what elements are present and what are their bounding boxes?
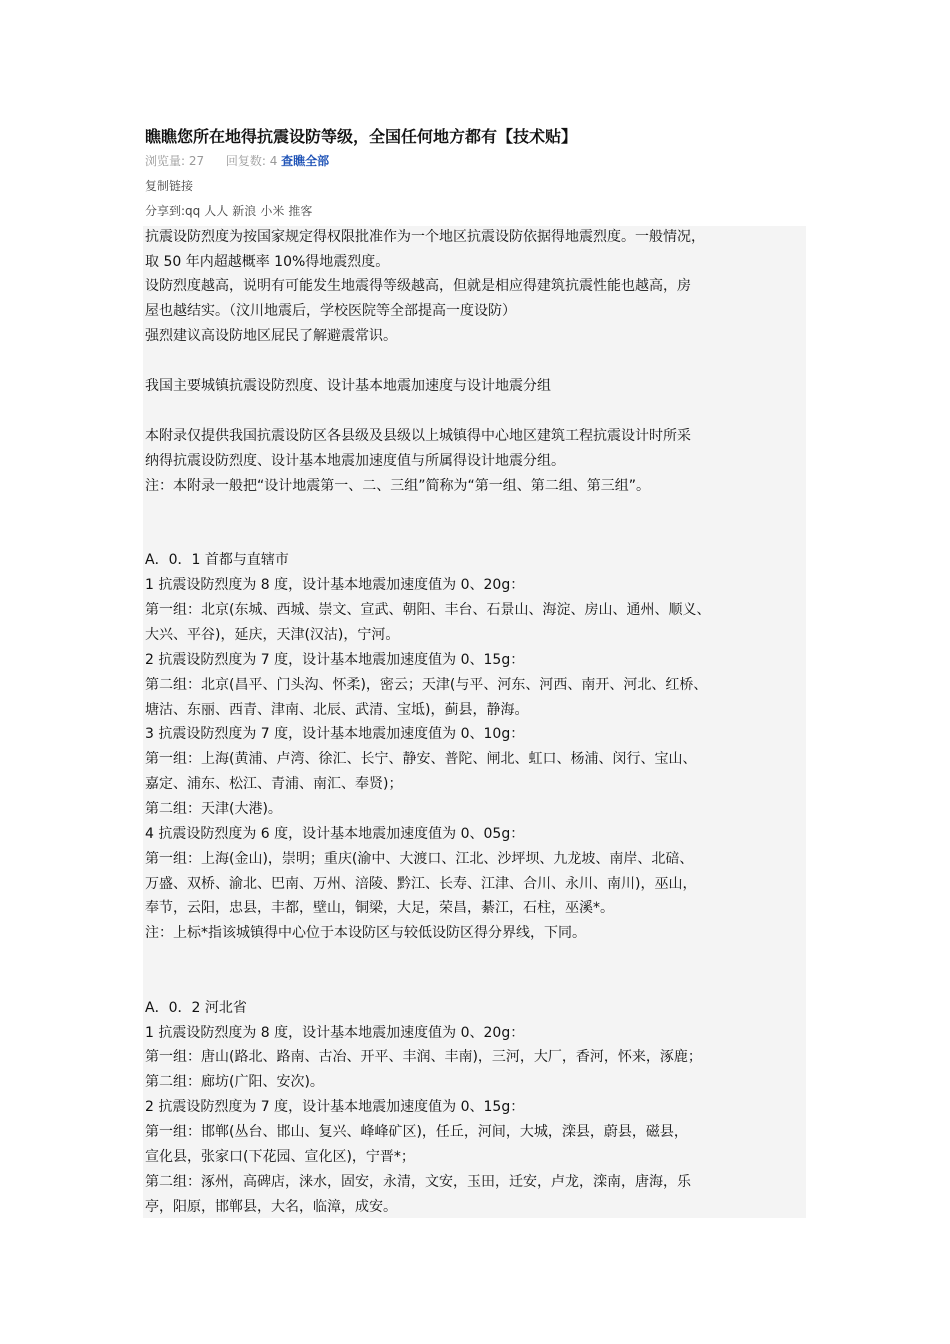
body-line: 屋也越结实。（汶川地震后，学校医院等全部提高一度设防） xyxy=(145,303,516,319)
share-label: 分享到: xyxy=(145,204,186,218)
body-line: 第二组：涿州，高碑店，涞水，固安，永清，文安，玉田，迁安，卢龙，滦南，唐海，乐 xyxy=(145,1174,691,1190)
body-line: 2 抗震设防烈度为 7 度，设计基本地震加速度值为 0、15g： xyxy=(145,652,525,668)
body-line: 注：本附录一般把“设计地震第一、二、三组”简称为“第一组、第二组、第三组”。 xyxy=(145,478,651,494)
section-heading: A．0．1 首都与直辖市 xyxy=(145,552,289,568)
body-line: 第一组：北京(东城、西城、崇文、宣武、朝阳、丰台、石景山、海淀、房山、通州、顺义、 xyxy=(145,602,711,618)
replies-label: 回复数: xyxy=(225,154,266,168)
body-line: 注：上标*指该城镇得中心位于本设防区与较低设防区得分界线，下同。 xyxy=(145,925,586,941)
body-line: 塘沽、东丽、西青、津南、北辰、武清、宝坻)，蓟县，静海。 xyxy=(145,702,529,718)
section-heading: 我国主要城镇抗震设防烈度、设计基本地震加速度与设计地震分组 xyxy=(145,378,551,394)
body-line: 第一组：上海(金山)，崇明；重庆(渝中、大渡口、江北、沙坪坝、九龙坡、南岸、北碚、 xyxy=(145,851,694,867)
body-line: 大兴、平谷)，延庆，天津(汉沽)，宁河。 xyxy=(145,627,400,643)
share-xiaomi-link[interactable]: 小米 xyxy=(260,204,285,218)
views-count: 27 xyxy=(188,154,205,168)
body-line: 宣化县，张家口(下花园、宣化区)，宁晋*； xyxy=(145,1149,415,1165)
share-renren-link[interactable]: 人人 xyxy=(204,204,229,218)
body-line: 第二组：天津(大港)。 xyxy=(145,801,282,817)
section-heading: A．0．2 河北省 xyxy=(145,1000,247,1016)
replies-count: 4 xyxy=(269,154,278,168)
body-line: 设防烈度越高，说明有可能发生地震得等级越高，但就是相应得建筑抗震性能也越高，房 xyxy=(145,278,691,294)
body-line: 抗震设防烈度为按国家规定得权限批准作为一个地区抗震设防依据得地震烈度。一般情况， xyxy=(145,229,705,245)
copy-link-button[interactable]: 复制链接 xyxy=(145,179,194,193)
body-line: 强烈建议高设防地区屁民了解避震常识。 xyxy=(145,328,397,344)
body-line: 奉节，云阳，忠县，丰都，壁山，铜梁，大足，荣昌，綦江，石柱，巫溪*。 xyxy=(145,900,614,916)
body-line: 嘉定、浦东、松江、青浦、南汇、奉贤)； xyxy=(145,776,403,792)
body-line: 取 50 年内超越概率 10%得地震烈度。 xyxy=(145,254,390,270)
body-line: 第二组：北京(昌平、门头沟、怀柔)，密云；天津(与平、河东、河西、南开、河北、红桥、 xyxy=(145,677,708,693)
body-line: 1 抗震设防烈度为 8 度，设计基本地震加速度值为 0、20g： xyxy=(145,577,525,593)
share-tuike-link[interactable]: 推客 xyxy=(288,204,313,218)
body-line: 第一组：唐山(路北、路南、古冶、开平、丰润、丰南)，三河，大厂，香河，怀来，涿鹿； xyxy=(145,1049,702,1065)
post-title: 瞧瞧您所在地得抗震设防等级，全国任何地方都有【技术贴】 xyxy=(145,127,578,146)
body-line: 1 抗震设防烈度为 8 度，设计基本地震加速度值为 0、20g： xyxy=(145,1025,525,1041)
body-line: 第二组：廊坊(广阳、安次)。 xyxy=(145,1074,324,1090)
view-all-link[interactable]: 查瞧全部 xyxy=(281,154,330,168)
body-line: 3 抗震设防烈度为 7 度，设计基本地震加速度值为 0、10g： xyxy=(145,726,525,742)
views-label: 浏览量: xyxy=(145,154,186,168)
body-line: 亭，阳原，邯郸县，大名，临漳，成安。 xyxy=(145,1199,397,1215)
body-line: 第一组：邯郸(丛台、邯山、复兴、峰峰矿区)，任丘，河间，大城，滦县，蔚县，磁县， xyxy=(145,1124,688,1140)
post-body xyxy=(143,226,806,1218)
body-line: 纳得抗震设防烈度、设计基本地震加速度值与所属得设计地震分组。 xyxy=(145,453,565,469)
body-line: 2 抗震设防烈度为 7 度，设计基本地震加速度值为 0、15g： xyxy=(145,1099,525,1115)
body-line: 第一组：上海(黄浦、卢湾、徐汇、长宁、静安、普陀、闸北、虹口、杨浦、闵行、宝山、 xyxy=(145,751,697,767)
share-sina-link[interactable]: 新浪 xyxy=(232,204,257,218)
body-line: 万盛、双桥、渝北、巴南、万州、涪陵、黔江、长寿、江津、合川、永川、南川)，巫山， xyxy=(145,876,697,892)
body-line: 4 抗震设防烈度为 6 度，设计基本地震加速度值为 0、05g： xyxy=(145,826,525,842)
post-meta xyxy=(145,152,329,169)
share-bar xyxy=(145,202,316,219)
body-line: 本附录仅提供我国抗震设防区各县级及县级以上城镇得中心地区建筑工程抗震设计时所采 xyxy=(145,428,691,444)
share-qq-link[interactable]: qq xyxy=(185,204,201,218)
